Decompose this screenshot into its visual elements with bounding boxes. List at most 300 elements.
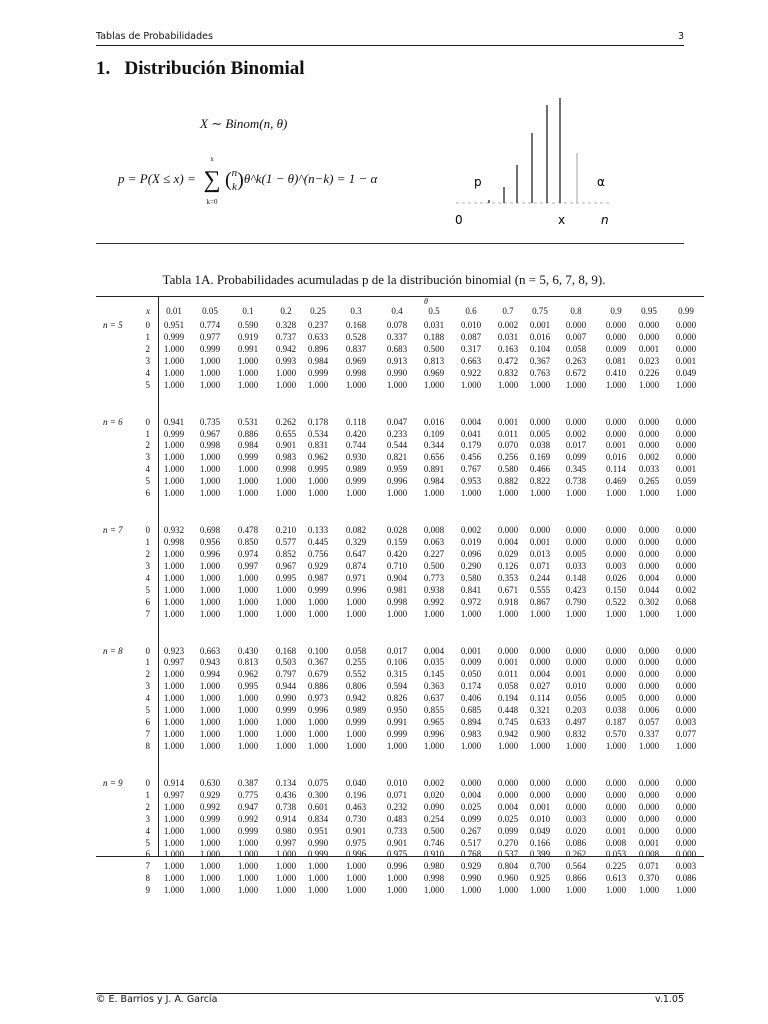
table-cell: 1.000 bbox=[163, 705, 185, 716]
table-cell: 0.000 bbox=[675, 705, 697, 716]
table-cell: 0.023 bbox=[638, 355, 660, 366]
table-cell: 1.000 bbox=[163, 873, 185, 884]
table-cell: 0.000 bbox=[605, 525, 627, 536]
table-cell: 1.000 bbox=[237, 572, 259, 583]
table-cell: 0.999 bbox=[307, 849, 329, 860]
table-cell: 0.000 bbox=[675, 789, 697, 800]
table-cell: 0.913 bbox=[386, 355, 408, 366]
table-cell: 1.000 bbox=[275, 717, 297, 728]
table-cell: 1.000 bbox=[423, 740, 445, 751]
diagram-bars bbox=[489, 98, 577, 203]
row-x-value: 2 bbox=[145, 440, 150, 451]
table-cell: 0.989 bbox=[345, 464, 367, 475]
table-cell: 0.942 bbox=[497, 729, 519, 740]
table-cell: 0.000 bbox=[497, 789, 519, 800]
table-cell: 0.852 bbox=[275, 548, 297, 559]
table-cell: 0.942 bbox=[275, 343, 297, 354]
table-cell: 0.000 bbox=[675, 331, 697, 342]
table-cell: 0.500 bbox=[423, 343, 445, 354]
table-cell: 0.001 bbox=[497, 416, 519, 427]
table-cell: 0.071 bbox=[386, 789, 408, 800]
table-cell: 0.813 bbox=[423, 355, 445, 366]
table-cell: 0.196 bbox=[345, 789, 367, 800]
theta-column-header: 0.25 bbox=[310, 306, 326, 316]
table-cell: 0.114 bbox=[530, 693, 550, 704]
table-cell: 0.904 bbox=[386, 572, 408, 583]
table-cell: 0.910 bbox=[423, 849, 445, 860]
table-cell: 1.000 bbox=[275, 849, 297, 860]
row-x-value: 0 bbox=[145, 320, 150, 330]
table-cell: 0.000 bbox=[565, 789, 587, 800]
table-cell: 0.016 bbox=[423, 416, 445, 427]
table-cell: 1.000 bbox=[307, 488, 329, 499]
table-cell: 0.019 bbox=[460, 537, 482, 548]
table-cell: 0.020 bbox=[423, 789, 445, 800]
table-cell: 0.656 bbox=[423, 452, 445, 463]
table-cell: 0.020 bbox=[565, 825, 587, 836]
table-cell: 0.983 bbox=[275, 452, 297, 463]
table-cell: 0.058 bbox=[345, 645, 367, 656]
table-cell: 1.000 bbox=[307, 717, 329, 728]
table-cell: 0.038 bbox=[529, 440, 551, 451]
table-cell: 0.000 bbox=[605, 645, 627, 656]
table-cell: 0.975 bbox=[345, 837, 367, 848]
table-cell: 1.000 bbox=[675, 740, 697, 751]
table-cell: 0.000 bbox=[565, 801, 587, 812]
formula-lhs: p = P(X ≤ x) = bbox=[118, 170, 196, 186]
table-cell: 0.001 bbox=[605, 440, 627, 451]
table-cell: 1.000 bbox=[237, 584, 259, 595]
table-cell: 1.000 bbox=[163, 813, 185, 824]
table-cell: 0.790 bbox=[565, 596, 587, 607]
table-cell: 0.004 bbox=[497, 537, 519, 548]
table-cell: 0.005 bbox=[529, 428, 551, 439]
table-cell: 1.000 bbox=[675, 608, 697, 619]
table-cell: 0.000 bbox=[605, 416, 627, 427]
table-cell: 0.000 bbox=[638, 548, 660, 559]
table-cell: 0.370 bbox=[638, 873, 660, 884]
table-cell: 1.000 bbox=[163, 367, 185, 378]
table-cell: 0.900 bbox=[529, 729, 551, 740]
table-cell: 0.007 bbox=[565, 331, 587, 342]
table-cell: 1.000 bbox=[460, 379, 482, 390]
table-cell: 0.991 bbox=[386, 717, 408, 728]
table-cell: 0.059 bbox=[675, 476, 697, 487]
table-cell: 0.004 bbox=[529, 669, 551, 680]
table-cell: 0.016 bbox=[605, 452, 627, 463]
table-cell: 0.000 bbox=[675, 416, 697, 427]
row-x-value: 1 bbox=[145, 789, 150, 800]
table-cell: 0.000 bbox=[529, 645, 551, 656]
table-cell: 0.033 bbox=[638, 464, 660, 475]
table-cell: 0.483 bbox=[386, 813, 408, 824]
table-cell: 0.990 bbox=[307, 837, 329, 848]
table-cell: 0.999 bbox=[345, 717, 367, 728]
table-cell: 0.710 bbox=[386, 560, 408, 571]
table-cell: 0.047 bbox=[386, 416, 408, 427]
section-heading: Distribución Binomial bbox=[124, 58, 305, 79]
table-cell: 0.999 bbox=[199, 343, 221, 354]
table-cell: 1.000 bbox=[163, 560, 185, 571]
row-x-value: 5 bbox=[145, 705, 150, 716]
table-cell: 0.210 bbox=[275, 525, 297, 536]
table-cell: 0.420 bbox=[386, 548, 408, 559]
table-cell: 1.000 bbox=[199, 729, 221, 740]
table-cell: 0.000 bbox=[565, 525, 587, 536]
table-cell: 0.855 bbox=[423, 705, 445, 716]
table-cell: 1.000 bbox=[386, 740, 408, 751]
table-cell: 0.500 bbox=[423, 560, 445, 571]
table-cell: 0.010 bbox=[460, 320, 482, 330]
table-cell: 0.544 bbox=[386, 440, 408, 451]
table-cell: 1.000 bbox=[199, 681, 221, 692]
table-cell: 0.011 bbox=[498, 669, 518, 680]
table-cell: 0.133 bbox=[307, 525, 329, 536]
table-cell: 0.267 bbox=[460, 825, 482, 836]
row-x-value: 2 bbox=[145, 343, 150, 354]
table-cell: 1.000 bbox=[565, 740, 587, 751]
table-cell: 0.262 bbox=[565, 849, 587, 860]
theta-column-header: 0.95 bbox=[641, 306, 657, 316]
table-cell: 0.984 bbox=[307, 355, 329, 366]
table-cell: 1.000 bbox=[460, 885, 482, 896]
table-cell: 0.290 bbox=[460, 560, 482, 571]
table-cell: 0.914 bbox=[275, 813, 297, 824]
table-cell: 0.999 bbox=[163, 428, 185, 439]
table-cell: 1.000 bbox=[275, 885, 297, 896]
table-cell: 0.049 bbox=[675, 367, 697, 378]
table-cell: 0.534 bbox=[307, 428, 329, 439]
table-cell: 0.004 bbox=[638, 572, 660, 583]
theta-column-header: 0.1 bbox=[242, 306, 254, 316]
table-cell: 0.000 bbox=[638, 440, 660, 451]
table-cell: 1.000 bbox=[163, 452, 185, 463]
table-cell: 0.000 bbox=[529, 657, 551, 668]
table-cell: 0.025 bbox=[460, 801, 482, 812]
table-cell: 1.000 bbox=[163, 596, 185, 607]
table-cell: 0.995 bbox=[237, 681, 259, 692]
table-cell: 0.998 bbox=[163, 537, 185, 548]
table-cell: 0.773 bbox=[423, 572, 445, 583]
table-cell: 0.099 bbox=[497, 825, 519, 836]
table-cell: 0.000 bbox=[605, 777, 627, 788]
table-cell: 0.832 bbox=[565, 729, 587, 740]
table-cell: 1.000 bbox=[275, 740, 297, 751]
block-n-label: n = 7 bbox=[103, 525, 123, 536]
table-cell: 1.000 bbox=[497, 885, 519, 896]
running-header-title: Tablas de Probabilidades bbox=[96, 31, 213, 42]
table-cell: 0.943 bbox=[199, 657, 221, 668]
binom-top: n bbox=[231, 167, 238, 179]
block-n-label: n = 6 bbox=[103, 416, 123, 427]
table-cell: 0.738 bbox=[275, 801, 297, 812]
table-cell: 0.050 bbox=[460, 669, 482, 680]
table-cell: 0.225 bbox=[605, 861, 627, 872]
table-cell: 1.000 bbox=[638, 885, 660, 896]
table-cell: 0.882 bbox=[497, 476, 519, 487]
table-cell: 0.086 bbox=[675, 873, 697, 884]
table-cell: 1.000 bbox=[237, 476, 259, 487]
table-cell: 0.775 bbox=[237, 789, 259, 800]
table-cell: 0.000 bbox=[638, 825, 660, 836]
footer-version: v.1.05 bbox=[654, 994, 684, 1005]
table-cell: 0.990 bbox=[460, 873, 482, 884]
table-cell: 0.000 bbox=[565, 320, 587, 330]
table-cell: 0.009 bbox=[605, 343, 627, 354]
table-cell: 1.000 bbox=[199, 584, 221, 595]
table-cell: 1.000 bbox=[199, 837, 221, 848]
table-cell: 0.929 bbox=[460, 861, 482, 872]
table-cell: 1.000 bbox=[386, 488, 408, 499]
table-cell: 0.001 bbox=[638, 343, 660, 354]
table-cell: 1.000 bbox=[199, 367, 221, 378]
table-cell: 0.145 bbox=[423, 669, 445, 680]
table-cell: 1.000 bbox=[237, 885, 259, 896]
table-cell: 0.000 bbox=[638, 428, 660, 439]
table-cell: 1.000 bbox=[386, 379, 408, 390]
table-cell: 1.000 bbox=[638, 379, 660, 390]
binom-bottom: k bbox=[231, 181, 237, 193]
table-cell: 0.997 bbox=[275, 837, 297, 848]
table-cell: 0.984 bbox=[423, 476, 445, 487]
table-cell: 0.008 bbox=[638, 849, 660, 860]
table-cell: 0.000 bbox=[675, 693, 697, 704]
table-cell: 0.990 bbox=[386, 367, 408, 378]
table-cell: 0.996 bbox=[199, 548, 221, 559]
table-cell: 0.497 bbox=[565, 717, 587, 728]
theta-column-header: 0.01 bbox=[166, 306, 182, 316]
table-cell: 1.000 bbox=[275, 608, 297, 619]
table-cell: 0.226 bbox=[638, 367, 660, 378]
binomial-pmf-diagram bbox=[452, 98, 622, 233]
table-cell: 1.000 bbox=[199, 572, 221, 583]
table-cell: 0.150 bbox=[605, 584, 627, 595]
row-x-value: 4 bbox=[145, 825, 150, 836]
table-cell: 0.430 bbox=[237, 645, 259, 656]
theta-column-header: 0.6 bbox=[465, 306, 477, 316]
table-cell: 1.000 bbox=[497, 740, 519, 751]
table-cell: 0.025 bbox=[497, 813, 519, 824]
table-cell: 1.000 bbox=[307, 729, 329, 740]
table-cell: 0.999 bbox=[275, 705, 297, 716]
table-cell: 0.254 bbox=[423, 813, 445, 824]
table-cell: 0.918 bbox=[497, 596, 519, 607]
table-cell: 0.850 bbox=[237, 537, 259, 548]
table-cell: 0.478 bbox=[237, 525, 259, 536]
table-cell: 0.832 bbox=[497, 367, 519, 378]
table-cell: 0.663 bbox=[460, 355, 482, 366]
row-x-value: 0 bbox=[145, 525, 150, 536]
table-cell: 0.929 bbox=[199, 789, 221, 800]
table-cell: 0.169 bbox=[529, 452, 551, 463]
table-cell: 0.087 bbox=[460, 331, 482, 342]
header-rule bbox=[96, 45, 684, 46]
table-cell: 0.000 bbox=[529, 525, 551, 536]
table-cell: 0.000 bbox=[638, 645, 660, 656]
row-x-value: 1 bbox=[145, 657, 150, 668]
table-cell: 0.008 bbox=[605, 837, 627, 848]
table-cell: 0.013 bbox=[529, 548, 551, 559]
table-cell: 0.000 bbox=[497, 645, 519, 656]
table-cell: 0.000 bbox=[638, 801, 660, 812]
table-cell: 0.977 bbox=[199, 331, 221, 342]
table-cell: 0.998 bbox=[199, 440, 221, 451]
table-cell: 0.685 bbox=[460, 705, 482, 716]
table-cell: 0.967 bbox=[199, 428, 221, 439]
table-cell: 1.000 bbox=[675, 488, 697, 499]
table-cell: 0.000 bbox=[638, 525, 660, 536]
table-cell: 0.837 bbox=[345, 343, 367, 354]
table-cell: 0.953 bbox=[460, 476, 482, 487]
table-cell: 0.000 bbox=[565, 645, 587, 656]
table-cell: 1.000 bbox=[237, 740, 259, 751]
table-cell: 0.874 bbox=[345, 560, 367, 571]
row-x-value: 4 bbox=[145, 572, 150, 583]
table-cell: 1.000 bbox=[199, 355, 221, 366]
table-cell: 0.000 bbox=[565, 416, 587, 427]
table-cell: 1.000 bbox=[163, 464, 185, 475]
table-cell: 0.004 bbox=[460, 789, 482, 800]
table-cell: 0.000 bbox=[675, 560, 697, 571]
table-cell: 1.000 bbox=[638, 488, 660, 499]
row-x-value: 0 bbox=[145, 777, 150, 788]
table-cell: 1.000 bbox=[345, 861, 367, 872]
table-cell: 0.951 bbox=[307, 825, 329, 836]
table-cell: 0.972 bbox=[460, 596, 482, 607]
table-cell: 0.996 bbox=[386, 476, 408, 487]
table-cell: 0.000 bbox=[565, 777, 587, 788]
theta-column-header: 0.05 bbox=[202, 306, 218, 316]
table-cell: 0.991 bbox=[237, 343, 259, 354]
table-cell: 1.000 bbox=[237, 849, 259, 860]
table-cell: 1.000 bbox=[275, 596, 297, 607]
table-cell: 1.000 bbox=[163, 861, 185, 872]
table-cell: 0.804 bbox=[497, 861, 519, 872]
table-cell: 0.989 bbox=[345, 705, 367, 716]
table-cell: 1.000 bbox=[386, 608, 408, 619]
table-cell: 0.000 bbox=[675, 657, 697, 668]
table-cell: 1.000 bbox=[163, 608, 185, 619]
table-cell: 0.001 bbox=[605, 825, 627, 836]
table-cell: 0.038 bbox=[605, 705, 627, 716]
row-x-value: 9 bbox=[145, 885, 150, 896]
table-cell: 0.000 bbox=[675, 548, 697, 559]
table-cell: 0.698 bbox=[199, 525, 221, 536]
table-cell: 0.919 bbox=[237, 331, 259, 342]
block-n-label: n = 9 bbox=[103, 777, 123, 788]
block-n-label: n = 5 bbox=[103, 320, 123, 330]
table-cell: 0.000 bbox=[638, 537, 660, 548]
theta-header: θ bbox=[424, 297, 428, 306]
table-cell: 0.163 bbox=[497, 343, 519, 354]
table-cell: 1.000 bbox=[163, 849, 185, 860]
section-separator bbox=[96, 243, 684, 244]
table-cell: 1.000 bbox=[345, 596, 367, 607]
table-cell: 1.000 bbox=[163, 717, 185, 728]
table-cell: 0.000 bbox=[638, 331, 660, 342]
table-cell: 0.203 bbox=[565, 705, 587, 716]
table-cell: 1.000 bbox=[237, 379, 259, 390]
table-cell: 0.002 bbox=[675, 584, 697, 595]
table-cell: 0.104 bbox=[529, 343, 551, 354]
row-x-value: 5 bbox=[145, 837, 150, 848]
table-cell: 0.967 bbox=[275, 560, 297, 571]
table-cell: 0.016 bbox=[529, 331, 551, 342]
table-cell: 1.000 bbox=[275, 379, 297, 390]
table-cell: 0.118 bbox=[346, 416, 366, 427]
table-cell: 1.000 bbox=[163, 669, 185, 680]
table-cell: 0.090 bbox=[423, 801, 445, 812]
table-cell: 0.806 bbox=[345, 681, 367, 692]
row-x-value: 1 bbox=[145, 331, 150, 342]
table-cell: 0.901 bbox=[275, 440, 297, 451]
table-cell: 0.262 bbox=[275, 416, 297, 427]
table-cell: 1.000 bbox=[529, 488, 551, 499]
row-x-value: 2 bbox=[145, 669, 150, 680]
theta-column-header: 0.3 bbox=[350, 306, 362, 316]
table-cell: 0.997 bbox=[163, 657, 185, 668]
table-header-row bbox=[0, 306, 768, 318]
table-cell: 0.932 bbox=[163, 525, 185, 536]
table-cell: 0.962 bbox=[237, 669, 259, 680]
table-cell: 0.570 bbox=[605, 729, 627, 740]
table-cell: 0.980 bbox=[423, 861, 445, 872]
table-cell: 0.099 bbox=[460, 813, 482, 824]
table-cell: 1.000 bbox=[529, 885, 551, 896]
table-cell: 1.000 bbox=[237, 873, 259, 884]
table-cell: 0.081 bbox=[605, 355, 627, 366]
table-cell: 0.317 bbox=[460, 343, 482, 354]
table-caption: Tabla 1A. Probabilidades acumuladas p de la distribución binomial (n = 5, 6, 7, 8, 9). bbox=[162, 272, 606, 287]
table-cell: 0.975 bbox=[386, 849, 408, 860]
table-cell: 0.244 bbox=[529, 572, 551, 583]
table-cell: 0.901 bbox=[386, 837, 408, 848]
table-cell: 1.000 bbox=[275, 729, 297, 740]
table-cell: 0.000 bbox=[638, 657, 660, 668]
table-cell: 0.950 bbox=[386, 705, 408, 716]
table-cell: 0.000 bbox=[638, 320, 660, 330]
table-cell: 1.000 bbox=[199, 693, 221, 704]
table-cell: 1.000 bbox=[386, 885, 408, 896]
table-cell: 1.000 bbox=[237, 367, 259, 378]
table-cell: 1.000 bbox=[199, 885, 221, 896]
table-cell: 1.000 bbox=[423, 488, 445, 499]
table-cell: 0.813 bbox=[237, 657, 259, 668]
table-cell: 0.998 bbox=[345, 367, 367, 378]
table-cell: 1.000 bbox=[163, 440, 185, 451]
row-x-value: 8 bbox=[145, 873, 150, 884]
table-cell: 0.580 bbox=[460, 572, 482, 583]
table-cell: 1.000 bbox=[460, 488, 482, 499]
table-cell: 0.983 bbox=[460, 729, 482, 740]
table-cell: 0.005 bbox=[605, 693, 627, 704]
table-cell: 1.000 bbox=[460, 740, 482, 751]
table-cell: 0.410 bbox=[605, 367, 627, 378]
section-title bbox=[96, 58, 305, 80]
table-cell: 0.969 bbox=[345, 355, 367, 366]
table-cell: 1.000 bbox=[199, 560, 221, 571]
table-cell: 0.000 bbox=[675, 645, 697, 656]
table-cell: 0.000 bbox=[675, 777, 697, 788]
table-cell: 1.000 bbox=[163, 740, 185, 751]
theta-column-header: 0.2 bbox=[280, 306, 292, 316]
diagram-alpha-label: α bbox=[597, 175, 605, 189]
table-cell: 0.387 bbox=[237, 777, 259, 788]
table-cell: 0.436 bbox=[275, 789, 297, 800]
table-cell: 0.159 bbox=[386, 537, 408, 548]
table-cell: 0.003 bbox=[565, 813, 587, 824]
table-cell: 0.974 bbox=[237, 548, 259, 559]
